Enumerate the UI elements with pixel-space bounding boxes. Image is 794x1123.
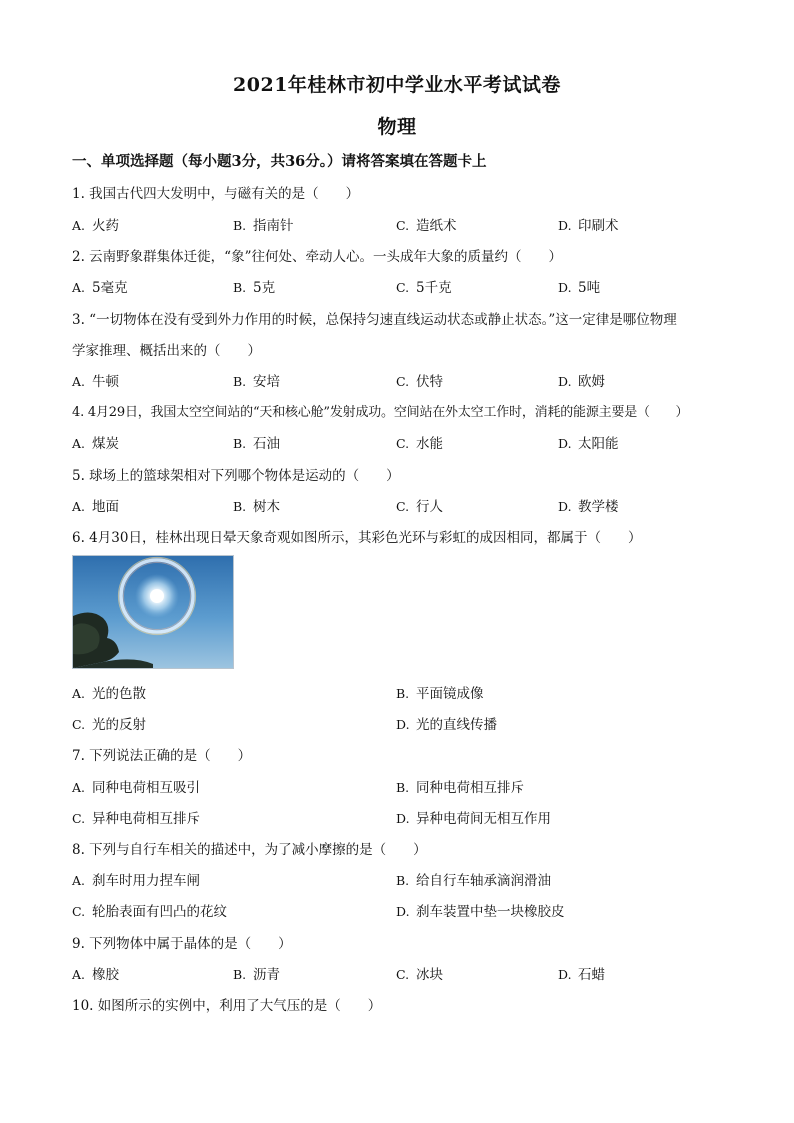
option-text: 指南针 bbox=[253, 218, 294, 234]
option-text: 地面 bbox=[92, 499, 119, 515]
option-text: 沥青 bbox=[253, 967, 280, 983]
option-letter: C. bbox=[396, 499, 410, 514]
question-1-option-d bbox=[558, 214, 619, 234]
question-5-stem: 5. 球场上的篮球架相对下列哪个物体是运动的（ ） bbox=[72, 468, 400, 484]
option-letter: A. bbox=[72, 374, 86, 389]
question-7-option-d bbox=[396, 807, 551, 827]
option-letter: B. bbox=[233, 499, 247, 514]
question-2-option-b bbox=[233, 276, 275, 296]
question-3-option-b bbox=[233, 370, 280, 390]
question-5-option-c bbox=[396, 495, 443, 515]
question-9-option-d bbox=[558, 963, 605, 983]
question-8-option-a bbox=[72, 869, 200, 889]
question-2-option-c bbox=[396, 276, 452, 296]
option-letter: A. bbox=[72, 280, 86, 295]
question-8-option-c bbox=[72, 900, 227, 920]
option-letter: B. bbox=[396, 686, 410, 701]
option-letter: C. bbox=[72, 811, 86, 826]
option-letter: B. bbox=[233, 218, 247, 233]
question-6-stem: 6. 4月30日，桂林出现日晕天象奇观如图所示，其彩色光环与彩虹的成因相同，都属于（ ） bbox=[72, 530, 642, 546]
option-text: 平面镜成像 bbox=[416, 686, 484, 702]
option-letter: B. bbox=[233, 967, 247, 982]
option-text: 5毫克 bbox=[92, 280, 128, 296]
option-text: 光的色散 bbox=[92, 686, 146, 702]
question-4-option-a bbox=[72, 432, 119, 452]
question-5-option-d bbox=[558, 495, 619, 515]
option-letter: B. bbox=[396, 780, 410, 795]
option-letter: A. bbox=[72, 686, 86, 701]
option-letter: D. bbox=[558, 436, 572, 451]
question-8-option-b bbox=[396, 869, 551, 889]
question-3-stem: 3. “一切物体在没有受到外力作用的时候，总保持匀速直线运动状态或静止状态。”这一定律是哪位物理 bbox=[72, 312, 677, 328]
option-letter: D. bbox=[396, 811, 410, 826]
option-text: 石油 bbox=[253, 436, 280, 452]
option-letter: D. bbox=[396, 904, 410, 919]
option-text: 轮胎表面有凹凸的花纹 bbox=[92, 904, 227, 920]
question-3-option-c bbox=[396, 370, 443, 390]
question-6-option-c bbox=[72, 713, 146, 733]
option-text: 光的反射 bbox=[92, 717, 146, 733]
question-1-stem: 1. 我国古代四大发明中，与磁有关的是（ ） bbox=[72, 186, 360, 202]
sun-halo-image bbox=[73, 556, 233, 668]
question-3-option-d bbox=[558, 370, 605, 390]
option-text: 造纸术 bbox=[416, 218, 457, 234]
option-letter: B. bbox=[233, 436, 247, 451]
option-text: 刹车装置中垫一块橡胶皮 bbox=[416, 904, 565, 920]
question-4-option-c bbox=[396, 432, 443, 452]
option-text: 火药 bbox=[92, 218, 119, 234]
option-text: 煤炭 bbox=[92, 436, 119, 452]
option-text: 冰块 bbox=[416, 967, 443, 983]
question-2-option-d bbox=[558, 276, 600, 296]
option-letter: D. bbox=[558, 280, 572, 295]
option-text: 同种电荷相互排斥 bbox=[416, 780, 524, 796]
option-text: 欧姆 bbox=[578, 374, 605, 390]
option-letter: C. bbox=[72, 717, 86, 732]
option-text: 给自行车轴承滴润滑油 bbox=[416, 873, 551, 889]
question-3-option-a bbox=[72, 370, 119, 390]
option-text: 教学楼 bbox=[578, 499, 619, 515]
option-text: 安培 bbox=[253, 374, 280, 390]
question-4-option-b bbox=[233, 432, 280, 452]
question-7-option-a bbox=[72, 776, 200, 796]
option-letter: A. bbox=[72, 218, 86, 233]
question-8-option-d bbox=[396, 900, 565, 920]
option-letter: D. bbox=[558, 374, 572, 389]
option-letter: A. bbox=[72, 499, 86, 514]
option-letter: B. bbox=[233, 280, 247, 295]
question-9-option-c bbox=[396, 963, 443, 983]
sun-halo-photo bbox=[72, 555, 234, 669]
option-letter: A. bbox=[72, 967, 86, 982]
question-9-option-a bbox=[72, 963, 119, 983]
question-9-option-b bbox=[233, 963, 280, 983]
option-letter: A. bbox=[72, 780, 86, 795]
question-7-stem: 7. 下列说法正确的是（ ） bbox=[72, 748, 252, 764]
option-text: 光的直线传播 bbox=[416, 717, 497, 733]
option-letter: D. bbox=[396, 717, 410, 732]
option-text: 太阳能 bbox=[578, 436, 619, 452]
exam-title: 2021年桂林市初中学业水平考试试卷 bbox=[233, 74, 561, 96]
question-9-stem: 9. 下列物体中属于晶体的是（ ） bbox=[72, 936, 292, 952]
option-letter: D. bbox=[558, 967, 572, 982]
option-text: 5克 bbox=[253, 280, 276, 296]
option-text: 5吨 bbox=[578, 280, 601, 296]
question-7-option-b bbox=[396, 776, 524, 796]
question-8-stem: 8. 下列与自行车相关的描述中，为了减小摩擦的是（ ） bbox=[72, 842, 427, 858]
option-letter: D. bbox=[558, 499, 572, 514]
option-letter: B. bbox=[233, 374, 247, 389]
question-1-option-c bbox=[396, 214, 457, 234]
option-text: 行人 bbox=[416, 499, 443, 515]
option-text: 牛顿 bbox=[92, 374, 119, 390]
option-text: 伏特 bbox=[416, 374, 443, 390]
option-text: 刹车时用力捏车闸 bbox=[92, 873, 200, 889]
option-text: 同种电荷相互吸引 bbox=[92, 780, 200, 796]
question-6-option-d bbox=[396, 713, 497, 733]
question-1-option-b bbox=[233, 214, 294, 234]
question-1-option-a bbox=[72, 214, 119, 234]
question-5-option-a bbox=[72, 495, 119, 515]
option-text: 5千克 bbox=[416, 280, 452, 296]
option-text: 异种电荷相互排斥 bbox=[92, 811, 200, 827]
option-letter: B. bbox=[396, 873, 410, 888]
subject-title: 物理 bbox=[377, 116, 417, 138]
question-7-option-c bbox=[72, 807, 200, 827]
option-letter: A. bbox=[72, 873, 86, 888]
option-letter: C. bbox=[396, 967, 410, 982]
option-letter: A. bbox=[72, 436, 86, 451]
option-letter: C. bbox=[396, 374, 410, 389]
question-4-stem: 4. 4月29日，我国太空空间站的“天和核心舱”发射成功。空间站在外太空工作时，消耗的能源主要是（ ） bbox=[72, 405, 689, 420]
question-2-stem: 2. 云南野象群集体迁徙，“象”往何处、牵动人心。一头成年大象的质量约（ ） bbox=[72, 249, 562, 265]
question-3-stem-continued: 学家推理、概括出来的（ ） bbox=[72, 343, 261, 359]
option-letter: C. bbox=[396, 436, 410, 451]
option-text: 印刷术 bbox=[578, 218, 619, 234]
option-text: 树木 bbox=[253, 499, 280, 515]
option-letter: D. bbox=[558, 218, 572, 233]
option-text: 橡胶 bbox=[92, 967, 119, 983]
option-text: 异种电荷间无相互作用 bbox=[416, 811, 551, 827]
option-letter: C. bbox=[72, 904, 86, 919]
question-6-option-a bbox=[72, 682, 146, 702]
question-2-option-a bbox=[72, 276, 128, 296]
option-text: 石蜡 bbox=[578, 967, 605, 983]
question-10-stem: 10. 如图所示的实例中，利用了大气压的是（ ） bbox=[72, 998, 382, 1014]
question-5-option-b bbox=[233, 495, 280, 515]
option-letter: C. bbox=[396, 280, 410, 295]
section-heading: 一、单项选择题（每小题3分，共36分。）请将答案填在答题卡上 bbox=[72, 153, 487, 170]
option-letter: C. bbox=[396, 218, 410, 233]
option-text: 水能 bbox=[416, 436, 443, 452]
question-4-option-d bbox=[558, 432, 619, 452]
question-6-option-b bbox=[396, 682, 484, 702]
